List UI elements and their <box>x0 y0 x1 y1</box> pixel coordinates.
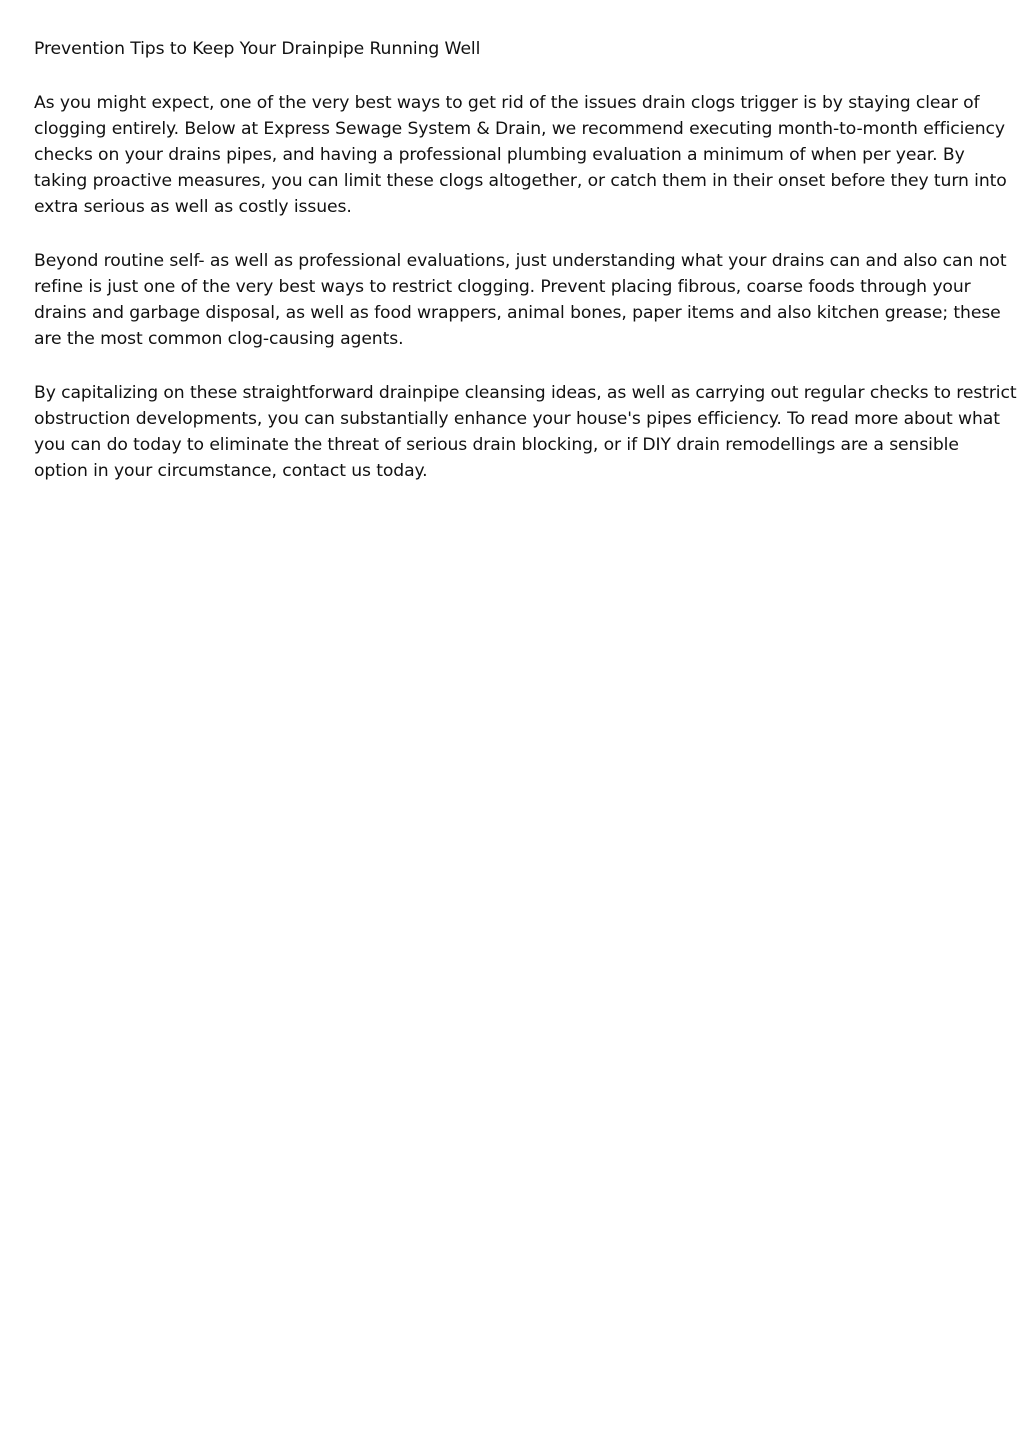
paragraph-2 <box>34 248 1007 352</box>
paragraph-line: By capitalizing on these straightforward drainpipe cleansing ideas, as well as carrying out regular checks to restrict <box>34 383 1017 403</box>
paragraph-line: As you might expect, one of the very best ways to get rid of the issues drain clogs trigger is by staying clear of <box>34 93 980 113</box>
document-page <box>34 36 1017 512</box>
paragraph-line: checks on your drains pipes, and having a professional plumbing evaluation a minimum of when per year. By <box>34 145 965 165</box>
paragraph-line: extra serious as well as costly issues. <box>34 197 352 217</box>
paragraph-line: Beyond routine self- as well as professional evaluations, just understanding what your drains can and also can not <box>34 251 1007 271</box>
paragraph-line: are the most common clog-causing agents. <box>34 329 404 349</box>
document-title: Prevention Tips to Keep Your Drainpipe Running Well <box>34 39 481 59</box>
paragraph-1 <box>34 90 1007 220</box>
paragraph-line: taking proactive measures, you can limit these clogs altogether, or catch them in their onset before they turn into <box>34 171 1007 191</box>
paragraph-line: drains and garbage disposal, as well as food wrappers, animal bones, paper items and also kitchen grease; these <box>34 303 1001 323</box>
paragraph-line: option in your circumstance, contact us today. <box>34 461 428 481</box>
paragraph-line: you can do today to eliminate the threat of serious drain blocking, or if DIY drain remodellings are a sensible <box>34 435 959 455</box>
paragraph-line: clogging entirely. Below at Express Sewage System & Drain, we recommend executing month-to-month efficiency <box>34 119 1005 139</box>
paragraph-line: refine is just one of the very best ways to restrict clogging. Prevent placing fibrous, coarse foods through your <box>34 277 971 297</box>
paragraph-3 <box>34 380 1017 484</box>
paragraph-line: obstruction developments, you can substantially enhance your house's pipes efficiency. To read more about what <box>34 409 1000 429</box>
